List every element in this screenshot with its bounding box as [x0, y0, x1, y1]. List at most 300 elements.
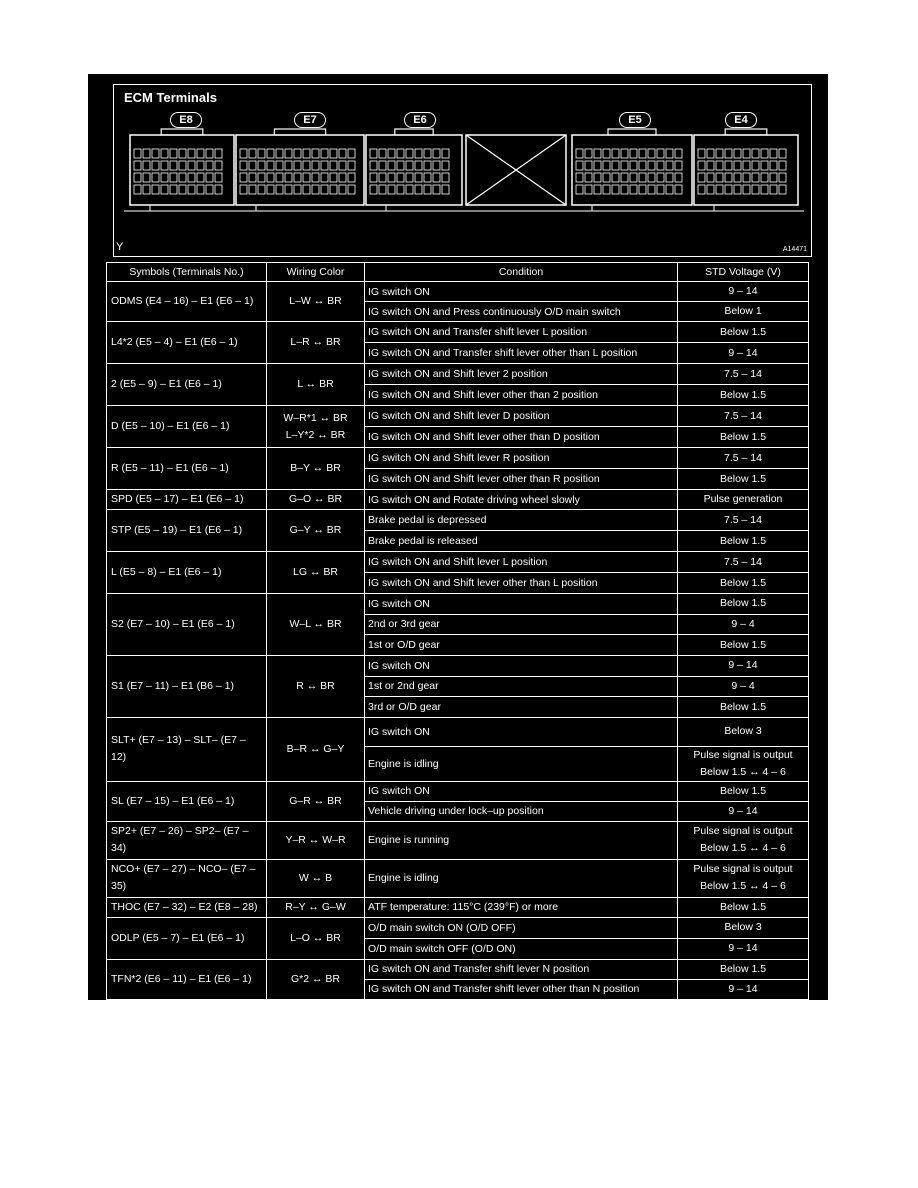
pin-cell: [630, 185, 637, 194]
terminal-symbol: STP (E5 – 19) – E1 (E6 – 1): [107, 510, 267, 552]
wiring-color: [267, 821, 365, 859]
pin-cell: [249, 173, 256, 182]
pin-cell: [716, 161, 723, 170]
pin-cell: [707, 185, 714, 194]
pin-cell: [249, 185, 256, 194]
pin-cell: [743, 149, 750, 158]
std-voltage-text: 7.5 – 14: [724, 513, 762, 526]
pin-cell: [594, 173, 601, 182]
pin-cell: [698, 149, 705, 158]
std-voltage: [678, 469, 809, 490]
pin-cell: [603, 185, 610, 194]
pin-cell: [761, 185, 768, 194]
condition: Brake pedal is released: [365, 531, 678, 552]
wiring-color: [267, 448, 365, 490]
std-voltage-text: Below 1.5: [719, 388, 767, 401]
wiring-color: [267, 959, 365, 999]
pin-cell: [621, 161, 628, 170]
pin-cell: [170, 161, 177, 170]
pin-cell: [761, 149, 768, 158]
pin-cell: [321, 161, 328, 170]
condition: IG switch ON and Shift lever L position: [365, 552, 678, 573]
condition: ATF temperature: 115°C (239°F) or more: [365, 897, 678, 917]
pin-cell: [258, 185, 265, 194]
pin-cell: [752, 185, 759, 194]
table-row: [107, 364, 809, 385]
pin-cell: [339, 161, 346, 170]
terminal-symbol: L4*2 (E5 – 4) – E1 (E6 – 1): [107, 322, 267, 364]
wiring-color-text: B–R ↔ G–Y: [286, 742, 345, 755]
pin-cell: [621, 185, 628, 194]
pin-cell: [134, 185, 141, 194]
terminal-symbol: THOC (E7 – 32) – E2 (E8 – 28): [107, 897, 267, 917]
std-voltage-text: Pulse signal is output: [693, 863, 793, 876]
pin-cell: [215, 185, 222, 194]
pin-cell: [725, 173, 732, 182]
pin-cell: [179, 185, 186, 194]
diagram-title: ECM Terminals: [124, 90, 217, 105]
wiring-color: [267, 406, 365, 448]
condition: IG switch ON and Transfer shift lever other than L position: [365, 343, 678, 364]
std-voltage-text: Below 3: [724, 725, 762, 738]
condition: IG switch ON and Transfer shift lever L position: [365, 322, 678, 343]
pin-cell: [424, 185, 431, 194]
pin-cell: [415, 173, 422, 182]
pin-cell: [707, 173, 714, 182]
pin-cell: [630, 149, 637, 158]
pin-cell: [406, 161, 413, 170]
std-voltage: [678, 448, 809, 469]
pin-cell: [143, 149, 150, 158]
pin-cell: [152, 173, 159, 182]
table-row: [107, 655, 809, 676]
pin-cell: [143, 161, 150, 170]
table-row: [107, 510, 809, 531]
table-row: [107, 717, 809, 746]
std-voltage-text: Below 1.5: [719, 784, 767, 797]
std-voltage-text: Below 1.5: [719, 597, 767, 610]
wiring-color: [267, 859, 365, 897]
pin-cell: [388, 149, 395, 158]
pin-cell: [752, 173, 759, 182]
pin-cell: [303, 185, 310, 194]
pin-cell: [215, 173, 222, 182]
std-voltage: [678, 897, 809, 917]
std-voltage: [678, 510, 809, 531]
pin-cell: [285, 149, 292, 158]
pin-cell: [249, 161, 256, 170]
std-voltage: [678, 364, 809, 385]
pin-cell: [779, 149, 786, 158]
pin-cell: [312, 161, 319, 170]
wiring-color-text: W–L ↔ BR: [289, 617, 342, 630]
pin-cell: [576, 161, 583, 170]
pin-cell: [170, 173, 177, 182]
pin-cell: [152, 185, 159, 194]
header-wiring-color: Wiring Color: [267, 263, 365, 282]
terminal-symbol: L (E5 – 8) – E1 (E6 – 1): [107, 552, 267, 594]
pin-cell: [639, 161, 646, 170]
wiring-color-text: L–Y*2 ↔ BR: [285, 428, 346, 441]
std-voltage-text: Below 1.5: [719, 900, 767, 913]
pin-cell: [143, 173, 150, 182]
pin-cell: [406, 173, 413, 182]
wiring-color: [267, 282, 365, 322]
pin-cell: [576, 173, 583, 182]
pin-cell: [276, 173, 283, 182]
pin-cell: [215, 149, 222, 158]
pin-cell: [415, 161, 422, 170]
pin-cell: [276, 185, 283, 194]
pin-cell: [648, 185, 655, 194]
pin-cell: [294, 149, 301, 158]
std-voltage: [678, 635, 809, 656]
table-row: [107, 282, 809, 302]
std-voltage-text: Below 1.5 ↔ 4 – 6: [700, 842, 786, 855]
pin-cell: [424, 173, 431, 182]
wiring-color-text: W–R*1 ↔ BR: [283, 411, 348, 424]
std-voltage: [678, 614, 809, 635]
std-voltage: [678, 406, 809, 427]
condition: IG switch ON: [365, 781, 678, 801]
std-voltage-text: Below 1.5: [719, 700, 767, 713]
pin-cell: [657, 173, 664, 182]
pin-cell: [666, 173, 673, 182]
pin-cell: [197, 149, 204, 158]
pin-cell: [197, 173, 204, 182]
pin-cell: [725, 149, 732, 158]
pin-cell: [612, 185, 619, 194]
pin-cell: [424, 149, 431, 158]
terminal-symbol: SPD (E5 – 17) – E1 (E6 – 1): [107, 490, 267, 510]
pin-cell: [370, 185, 377, 194]
std-voltage: [678, 717, 809, 746]
pin-cell: [152, 149, 159, 158]
std-voltage-text: Pulse signal is output: [693, 825, 793, 838]
pin-cell: [585, 161, 592, 170]
pin-cell: [197, 161, 204, 170]
wiring-color-text: R–Y ↔ G–W: [285, 900, 346, 913]
wiring-color: [267, 364, 365, 406]
pin-cell: [752, 161, 759, 170]
pin-cell: [303, 173, 310, 182]
pin-cell: [330, 149, 337, 158]
terminal-symbol: R (E5 – 11) – E1 (E6 – 1): [107, 448, 267, 490]
pin-cell: [312, 149, 319, 158]
table-row: [107, 406, 809, 427]
terminal-symbol: ODLP (E5 – 7) – E1 (E6 – 1): [107, 917, 267, 959]
std-voltage: [678, 746, 809, 781]
std-voltage: [678, 490, 809, 510]
std-voltage-text: 9 – 14: [728, 982, 758, 995]
pin-cell: [258, 161, 265, 170]
pin-cell: [612, 149, 619, 158]
pin-cell: [734, 185, 741, 194]
condition: 1st or O/D gear: [365, 635, 678, 656]
pin-cell: [397, 173, 404, 182]
pin-cell: [330, 185, 337, 194]
pin-cell: [576, 185, 583, 194]
std-voltage-text: 9 – 14: [728, 942, 758, 955]
std-voltage-text: Pulse signal is output: [693, 748, 793, 761]
table-row: [107, 322, 809, 343]
pin-cell: [415, 185, 422, 194]
std-voltage-text: 7.5 – 14: [724, 367, 762, 380]
pin-cell: [370, 161, 377, 170]
pin-cell: [197, 185, 204, 194]
pin-cell: [779, 173, 786, 182]
std-voltage-text: 7.5 – 14: [724, 555, 762, 568]
pin-cell: [770, 149, 777, 158]
pin-cell: [379, 185, 386, 194]
std-voltage-text: 9 – 14: [728, 346, 758, 359]
terminal-symbol: D (E5 – 10) – E1 (E6 – 1): [107, 406, 267, 448]
pin-cell: [576, 149, 583, 158]
corner-letter: Y: [116, 241, 124, 253]
pin-cell: [206, 161, 213, 170]
pin-cell: [666, 149, 673, 158]
pin-cell: [188, 149, 195, 158]
table-header-row: [107, 263, 809, 282]
pin-cell: [406, 149, 413, 158]
pin-cell: [779, 161, 786, 170]
pin-cell: [770, 173, 777, 182]
std-voltage: [678, 385, 809, 406]
table-row: [107, 959, 809, 979]
pin-cell: [339, 185, 346, 194]
pin-cell: [179, 161, 186, 170]
std-voltage-text: Below 1.5 ↔ 4 – 6: [700, 880, 786, 893]
pin-cell: [321, 149, 328, 158]
pin-cell: [276, 161, 283, 170]
table-row: [107, 490, 809, 510]
condition: IG switch ON and Shift lever other than 2 position: [365, 385, 678, 406]
std-voltage-text: 9 – 4: [731, 617, 755, 630]
pin-cell: [666, 161, 673, 170]
pin-cell: [675, 173, 682, 182]
pin-cell: [698, 173, 705, 182]
condition: 3rd or O/D gear: [365, 697, 678, 718]
connector-e6-latch: [395, 129, 433, 135]
pin-cell: [134, 149, 141, 158]
pin-cell: [161, 173, 168, 182]
pin-cell: [397, 161, 404, 170]
pin-cell: [170, 149, 177, 158]
pin-cell: [215, 161, 222, 170]
connector-label-e4: E4: [725, 112, 757, 128]
std-voltage: [678, 917, 809, 938]
table-row: [107, 917, 809, 938]
header-condition: Condition: [365, 263, 678, 282]
pin-cell: [388, 161, 395, 170]
connector-label-e8: E8: [170, 112, 202, 128]
pin-cell: [630, 173, 637, 182]
pin-cell: [161, 185, 168, 194]
terminal-voltage-table: [106, 262, 809, 1000]
pin-cell: [312, 173, 319, 182]
pin-cell: [594, 185, 601, 194]
pin-cell: [779, 185, 786, 194]
pin-cell: [734, 149, 741, 158]
pin-cell: [743, 161, 750, 170]
pin-cell: [442, 173, 449, 182]
pin-cell: [716, 149, 723, 158]
wiring-color-text: G*2 ↔ BR: [290, 972, 340, 985]
pin-cell: [603, 149, 610, 158]
table-row: [107, 781, 809, 801]
condition: IG switch ON and Press continuously O/D main switch: [365, 302, 678, 322]
terminal-symbol: ODMS (E4 – 16) – E1 (E6 – 1): [107, 282, 267, 322]
condition: Vehicle driving under lock–up position: [365, 801, 678, 821]
wiring-color-text: B–Y ↔ BR: [290, 462, 341, 474]
pin-cell: [657, 185, 664, 194]
connector-drawing: [114, 85, 811, 256]
pin-cell: [603, 173, 610, 182]
wiring-color-text: L–R ↔ BR: [290, 336, 341, 348]
wiring-color: [267, 490, 365, 510]
pin-cell: [675, 149, 682, 158]
wiring-color-text: R ↔ BR: [296, 679, 335, 692]
connector-e8-latch: [161, 129, 203, 135]
wiring-color: [267, 655, 365, 717]
pin-cell: [639, 173, 646, 182]
std-voltage-text: Below 1.5: [719, 962, 767, 975]
terminal-symbol: TFN*2 (E6 – 11) – E1 (E6 – 1): [107, 959, 267, 999]
pin-cell: [152, 161, 159, 170]
pin-cell: [134, 173, 141, 182]
wiring-color-text: Y–R ↔ W–R: [285, 833, 346, 846]
pin-cell: [330, 173, 337, 182]
condition: 2nd or 3rd gear: [365, 614, 678, 635]
pin-cell: [716, 173, 723, 182]
std-voltage-text: Below 1: [724, 305, 762, 317]
pin-cell: [294, 161, 301, 170]
pin-cell: [379, 173, 386, 182]
pin-cell: [143, 185, 150, 194]
pin-cell: [379, 149, 386, 158]
std-voltage: [678, 697, 809, 718]
pin-cell: [734, 161, 741, 170]
std-voltage-text: Below 1.5: [719, 638, 767, 651]
wiring-color-text: G–O ↔ BR: [288, 493, 343, 505]
pin-cell: [433, 185, 440, 194]
table-row: [107, 594, 809, 615]
connector-label-e7: E7: [294, 112, 326, 128]
pin-cell: [312, 185, 319, 194]
pin-cell: [752, 149, 759, 158]
pin-cell: [388, 185, 395, 194]
pin-cell: [321, 173, 328, 182]
pin-cell: [206, 149, 213, 158]
pin-cell: [594, 149, 601, 158]
wiring-color-text: L–O ↔ BR: [290, 931, 341, 944]
pin-cell: [388, 173, 395, 182]
std-voltage: [678, 821, 809, 859]
std-voltage: [678, 801, 809, 821]
condition: IG switch ON: [365, 655, 678, 676]
std-voltage-text: Pulse generation: [703, 493, 783, 505]
pin-cell: [585, 185, 592, 194]
pin-cell: [639, 149, 646, 158]
pin-cell: [339, 149, 346, 158]
wiring-color-text: LG ↔ BR: [293, 566, 338, 578]
pin-cell: [770, 161, 777, 170]
pin-cell: [267, 173, 274, 182]
ecm-terminals-diagram: [113, 84, 812, 257]
std-voltage: [678, 859, 809, 897]
pin-cell: [321, 185, 328, 194]
std-voltage-text: 7.5 – 14: [724, 451, 762, 464]
condition: Engine is running: [365, 821, 678, 859]
connector-label-e6: E6: [404, 112, 436, 128]
std-voltage: [678, 322, 809, 343]
wiring-color: [267, 717, 365, 781]
std-voltage: [678, 573, 809, 594]
pin-cell: [442, 161, 449, 170]
std-voltage: [678, 959, 809, 979]
std-voltage: [678, 427, 809, 448]
table-row: [107, 859, 809, 897]
pin-cell: [188, 185, 195, 194]
pin-cell: [161, 161, 168, 170]
pin-cell: [761, 161, 768, 170]
pin-cell: [621, 173, 628, 182]
std-voltage: [678, 302, 809, 322]
condition: IG switch ON and Shift lever D position: [365, 406, 678, 427]
pin-cell: [339, 173, 346, 182]
pin-cell: [630, 161, 637, 170]
wiring-color-text: L ↔ BR: [297, 378, 334, 390]
pin-cell: [240, 161, 247, 170]
pin-cell: [267, 149, 274, 158]
condition: IG switch ON: [365, 717, 678, 746]
condition: IG switch ON and Shift lever 2 position: [365, 364, 678, 385]
pin-cell: [725, 185, 732, 194]
condition: O/D main switch ON (O/D OFF): [365, 917, 678, 938]
std-voltage: [678, 979, 809, 999]
pin-cell: [206, 173, 213, 182]
pin-cell: [179, 149, 186, 158]
figure-code: A14471: [782, 246, 807, 253]
condition: IG switch ON and Transfer shift lever other than N position: [365, 979, 678, 999]
header-std-voltage: STD Voltage (V): [678, 263, 809, 282]
pin-cell: [370, 173, 377, 182]
std-voltage-text: Below 1.5: [719, 576, 767, 589]
pin-cell: [285, 185, 292, 194]
terminal-symbol: S2 (E7 – 10) – E1 (E6 – 1): [107, 594, 267, 656]
condition: IG switch ON and Shift lever other than D position: [365, 427, 678, 448]
wiring-color-text: L–W ↔ BR: [289, 295, 342, 307]
connector-e7-latch: [274, 129, 325, 135]
table-body: [107, 282, 809, 1000]
pin-cell: [285, 173, 292, 182]
std-voltage-text: Below 1.5: [719, 534, 767, 547]
pin-cell: [240, 149, 247, 158]
condition: Engine is idling: [365, 859, 678, 897]
pin-cell: [348, 185, 355, 194]
connector-label-e5: E5: [619, 112, 651, 128]
condition: IG switch ON and Shift lever R position: [365, 448, 678, 469]
pin-cell: [188, 161, 195, 170]
pin-cell: [179, 173, 186, 182]
pin-cell: [206, 185, 213, 194]
pin-cell: [648, 173, 655, 182]
table-row: [107, 897, 809, 917]
std-voltage: [678, 552, 809, 573]
std-voltage: [678, 938, 809, 959]
wiring-color: [267, 781, 365, 821]
pin-cell: [725, 161, 732, 170]
